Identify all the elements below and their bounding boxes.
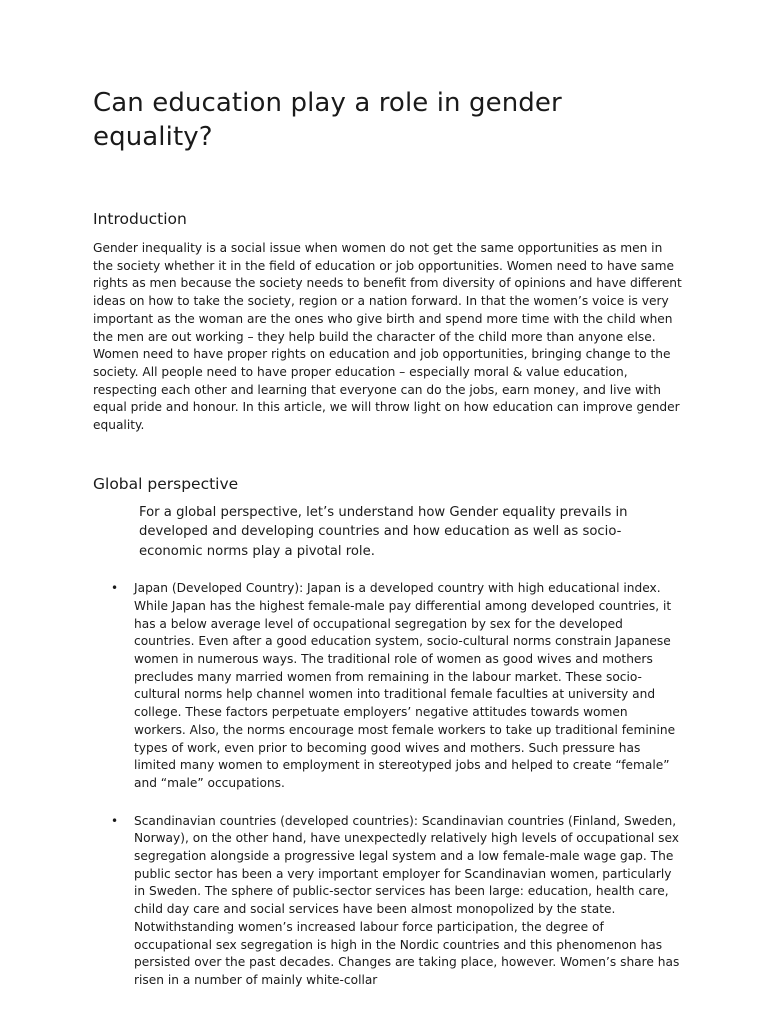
bullet-text-scandinavia: Scandinavian countries (developed countries): Scandinavian countries (Finland, Sweden, Norway), on the other hand, have unexpectedly relatively high levels of occupational sex segregation alongside a progressive legal system and a low female-male wage gap. The public sector has been a very important employer for Scandinavian women, particularly in Sweden. The sphere of public-sector services has been large: education, health care, child day care and social services have been almost monopolized by the state. Notwithstanding women’s increased labour force participation, the degree of occupational sex segregation is high in the Nordic countries and this phenomenon has persisted over the past decades. Changes are taking place, however. Women’s share has risen in a number of mainly white-collar — [134, 813, 680, 987]
introduction-heading: Introduction — [93, 210, 187, 228]
bullet-dot-icon: • — [111, 813, 119, 828]
country-bullet-list — [93, 580, 683, 989]
introduction-paragraph: Gender inequality is a social issue when women do not get the same opportunities as men in the society whether it in the field of education or job opportunities. Women need to have same rights as men because the society needs to benefit from diversity of opinions and have different ideas on how to take the society, region or a nation forward. In that the women’s voice is very important as the woman are the ones who give birth and spend more time with the child when the men are out working – they help build the character of the child more than anyone else. Women need to have proper rights on education and job opportunities, bringing change to the society. All people need to have proper education – especially moral & value education, respecting each other and learning that everyone can do the jobs, earn money, and live with equal pride and honour. In this article, we will throw light on how education can improve gender equality. — [93, 241, 682, 433]
bullet-item-japan — [93, 580, 683, 792]
global-perspective-intro: For a global perspective, let’s understand how Gender equality prevails in developed and developing countries and how education as well as socio-economic norms play a pivotal role. — [139, 504, 628, 559]
global-perspective-heading: Global perspective — [93, 474, 239, 493]
document-title: Can education play a role in gender equality? — [93, 88, 562, 152]
bullet-dot-icon: • — [111, 581, 119, 596]
document-page — [93, 86, 683, 1010]
bullet-item-scandinavia — [93, 813, 683, 990]
bullet-text-japan: Japan (Developed Country): Japan is a developed country with high educational index. While Japan has the highest female-male pay differential among developed countries, it has a below average level of occupational segregation by sex for the developed countries. Even after a good education system, socio-cultural norms constrain Japanese women in numerous ways. The traditional role of women as good wives and mothers precludes many married women from remaining in the labour market. These socio-cultural norms help channel women into traditional female faculties at university and college. These factors perpetuate employers’ negative attitudes towards women workers. Also, the norms encourage most female workers to take up traditional feminine types of work, even prior to becoming good wives and mothers. Such pressure has limited many women to employment in stereotyped jobs and helped to create “female” and “male” occupations. — [134, 581, 676, 790]
